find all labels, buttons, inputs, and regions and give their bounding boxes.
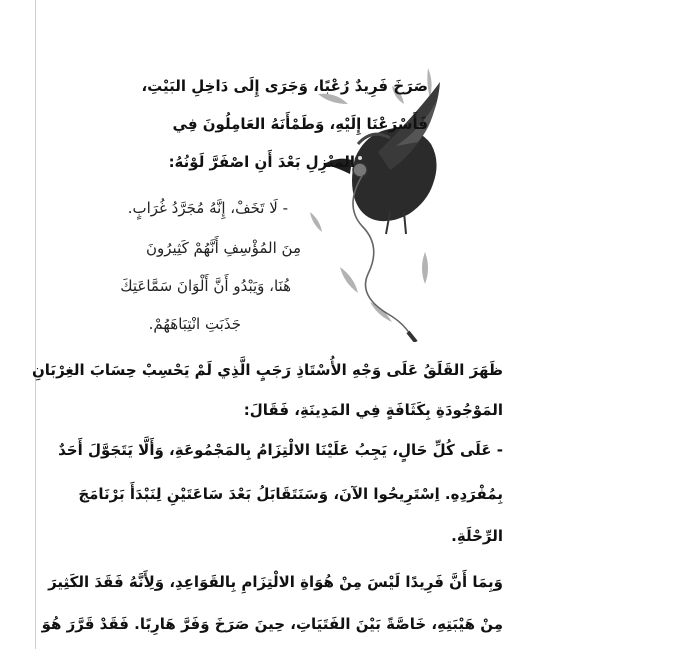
text-line-12: الرِّحْلَةِ.: [451, 527, 503, 545]
text-line-5: مِنَ المُؤْسِفِ أَنَّهُمْ كَثِيرُونَ: [146, 239, 301, 257]
text-line-8: ظَهَرَ القَلَقُ عَلَى وَجْهِ الأُسْتَاذِ رَجَبٍ الَّذِي لَمْ يَحْسِبْ حِسَابَ الغِرْبَانِ: [32, 361, 503, 379]
text-line-13: وَبِمَا أَنَّ فَرِيدًا لَيْسَ مِنْ هُوَاةِ الالْتِزَامِ بِالقَوَاعِدِ، وَلِأَنَّهُ فَقَدَ الكَثِيرَ: [48, 573, 503, 591]
text-line-10: - عَلَى كُلِّ حَالٍ، يَجِبُ عَلَيْنَا الالْتِزَامُ بِالمَجْمُوعَةِ، وَأَلَّا يَتَجَوَّلَ أَحَدٌ: [58, 441, 503, 459]
text-line-1: صَرَخَ فَرِيدٌ رُعْبًا، وَجَرَى إِلَى دَاخِلِ البَيْتِ،: [141, 77, 428, 95]
crow-with-headphones-icon: [300, 62, 450, 342]
text-line-9: المَوْجُودَةِ بِكَثَافَةٍ فِي المَدِينَةِ، فَقَالَ:: [243, 401, 503, 419]
text-line-3: المَنْزِلِ بَعْدَ أَنِ اصْفَرَّ لَوْنُهُ:: [168, 153, 355, 171]
text-line-14: مِنْ هَيْبَتِهِ، خَاصَّةً بَيْنَ الفَتَيَاتِ، حِينَ صَرَخَ وَفَرَّ هَارِبًا. فَقَدْ قَرَّرَ هُوَ: [41, 615, 503, 633]
page-edge-divider: [35, 0, 36, 649]
text-line-4: - لَا تَخَفْ، إِنَّهُ مُجَرَّدُ غُرَابٍ.: [127, 199, 288, 217]
text-line-7: جَذَبَتِ انْتِبَاهَهُمْ.: [148, 315, 241, 333]
text-line-6: هُنَا، وَيَبْدُو أَنَّ أَلْوَانَ سَمَّاعَتِكَ: [120, 277, 291, 295]
text-line-11: بِمُفْرَدِهِ. اِسْتَرِيحُوا الآنَ، وَسَنَتَقَابَلُ بَعْدَ سَاعَتَيْنِ لِنَبْدَأَ بَرْنَامَجَ: [78, 485, 503, 503]
text-line-2: فَأَسْرَعْنَا إِلَيْهِ، وَطَمْأَنَهُ العَامِلُونَ فِي: [172, 115, 428, 133]
